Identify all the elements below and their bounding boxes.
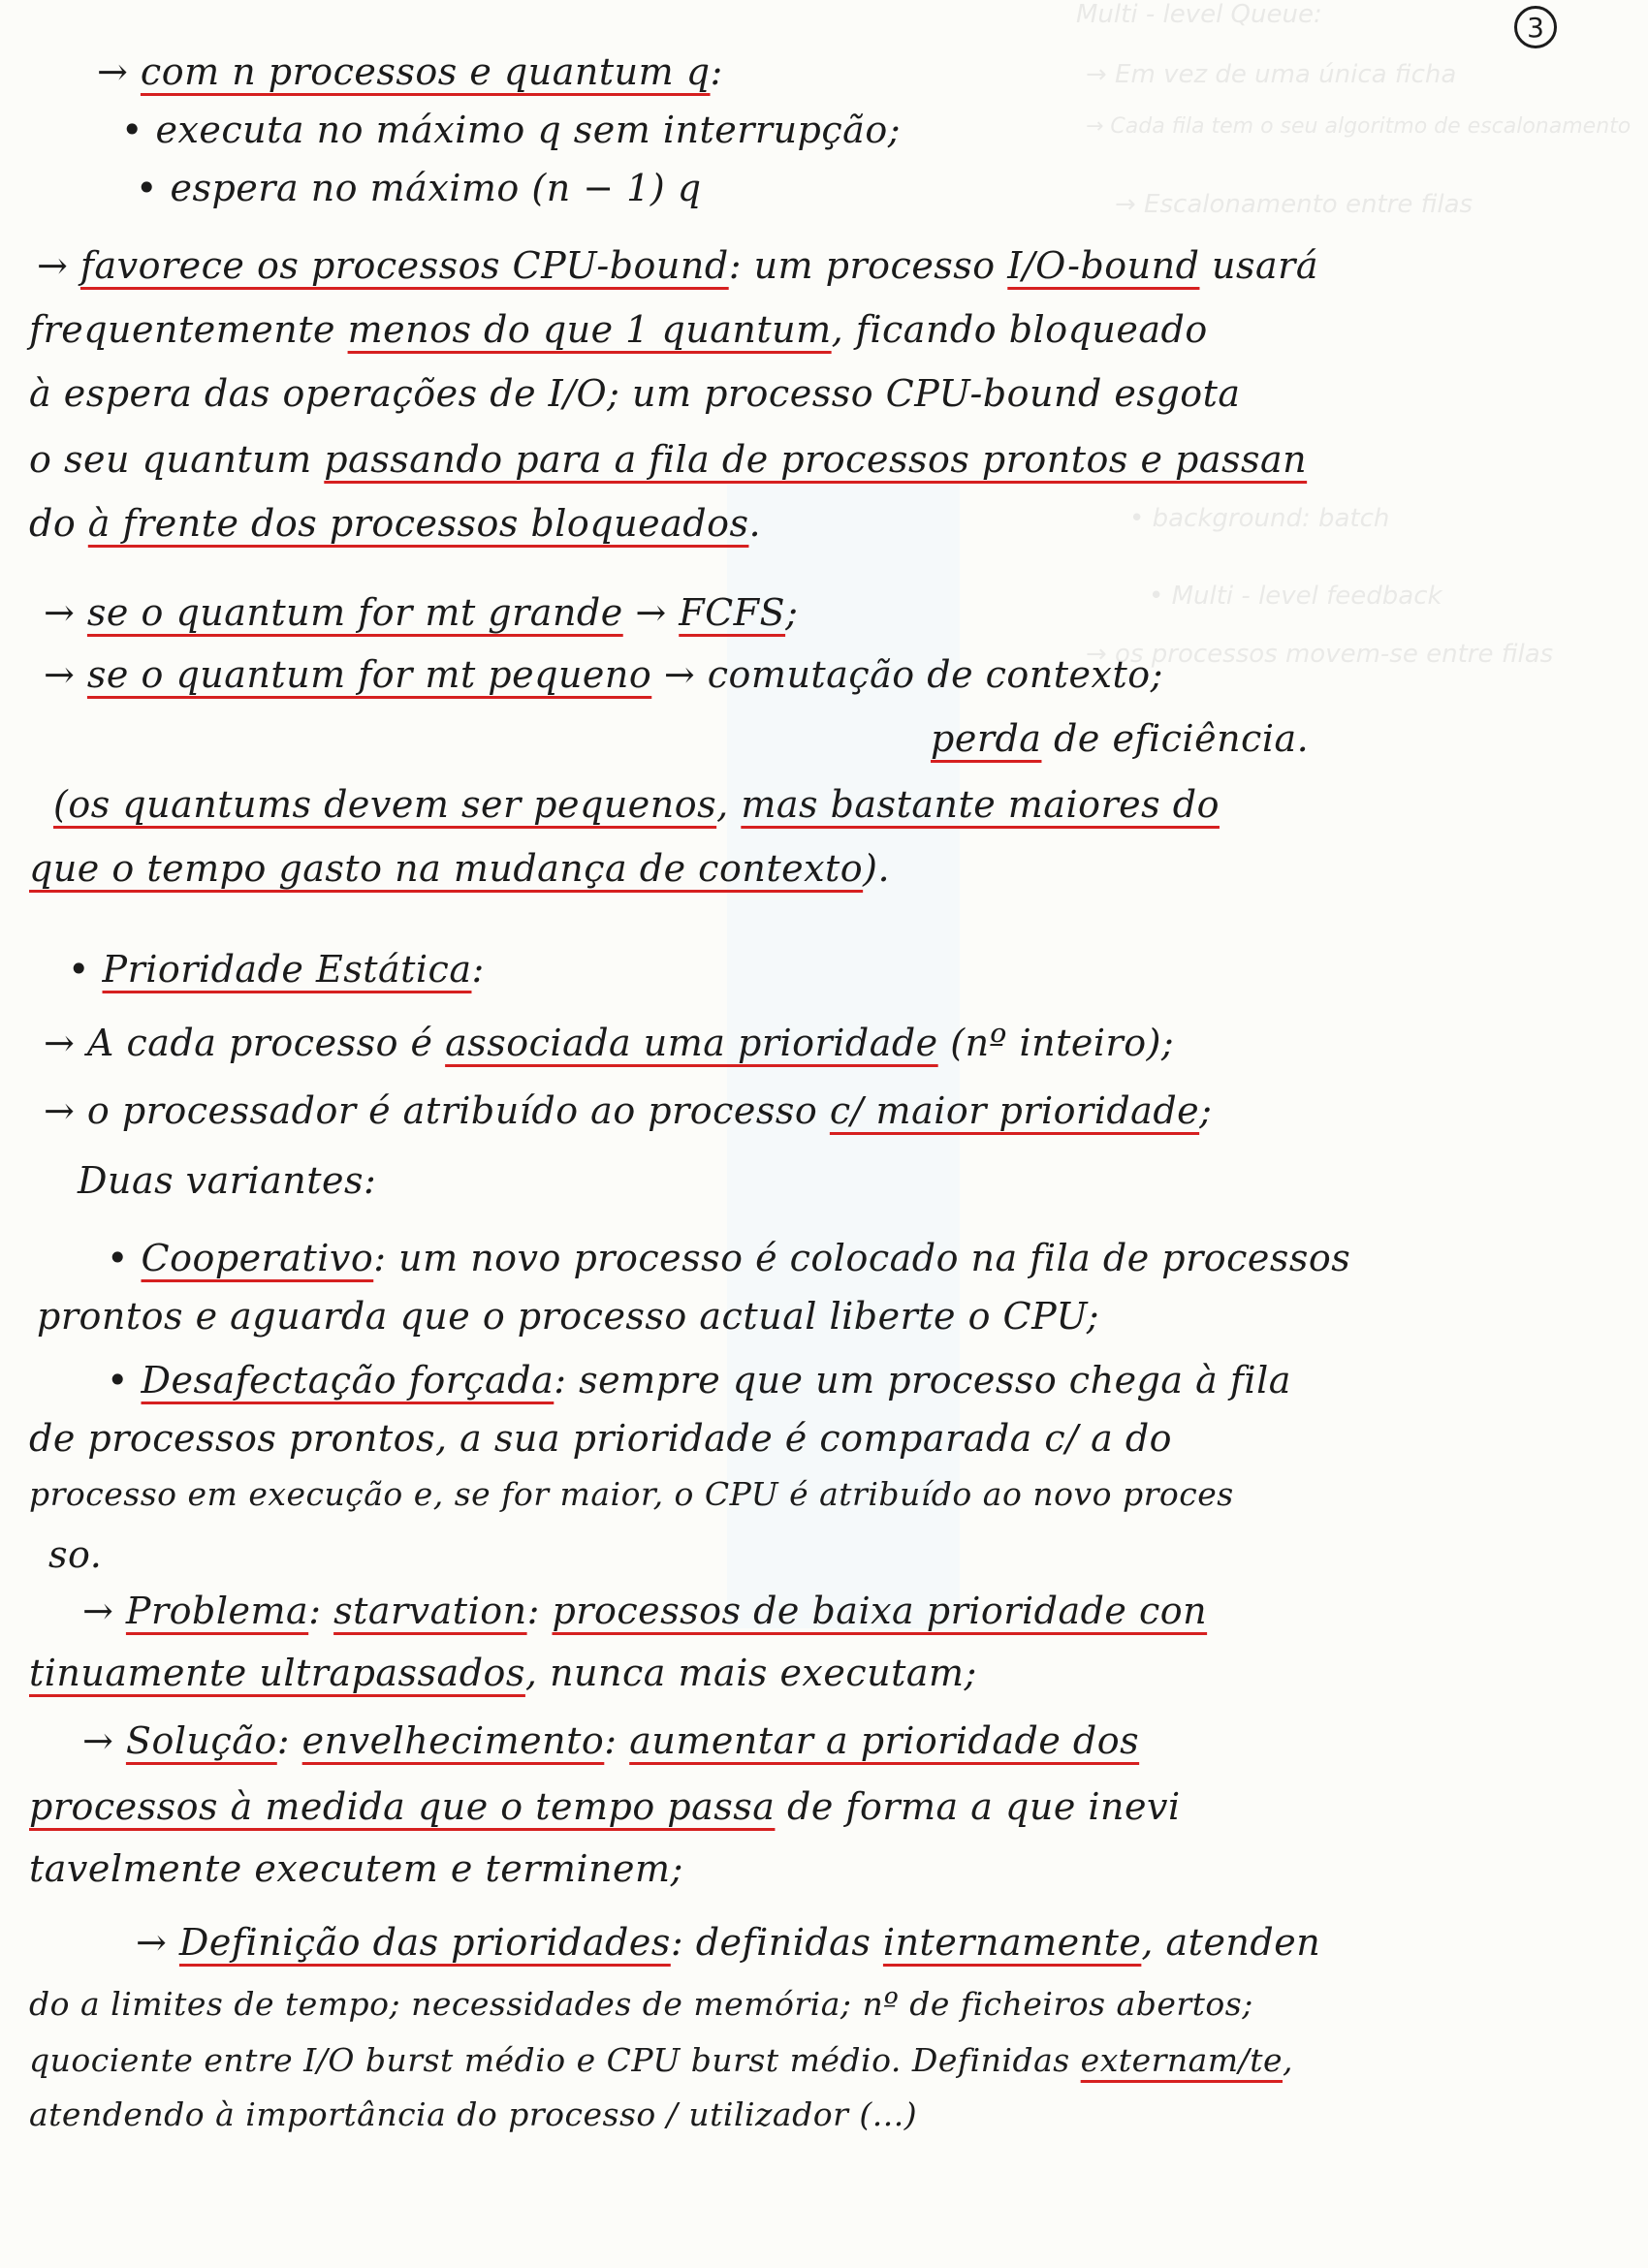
text-fragment: do a limites de tempo; necessidades de memória; nº de ficheiros abertos;: [29, 1985, 1253, 2023]
underlined-phrase: que o tempo gasto na mudança de contexto: [29, 847, 864, 890]
underlined-phrase: passando para a fila de processos prontos e passan: [324, 438, 1308, 481]
text-fragment: frequentemente: [29, 308, 348, 351]
underlined-phrase: favorece os processos CPU-bound: [79, 244, 729, 287]
note-line: [29, 1785, 1181, 1828]
underlined-phrase: aumentar a prioridade dos: [629, 1719, 1140, 1762]
note-line: [107, 1237, 1350, 1279]
note-line: [44, 1022, 1174, 1064]
underlined-phrase: com n processos e quantum q: [140, 50, 711, 93]
text-fragment: → o processador é atribuído ao processo: [44, 1089, 830, 1132]
underlined-phrase: à frente dos processos bloqueados: [87, 502, 749, 545]
note-line: [29, 1985, 1253, 2023]
text-fragment: prontos e aguarda que o processo actual liberte o CPU;: [37, 1295, 1099, 1338]
text-fragment: (nº inteiro);: [937, 1022, 1175, 1064]
text-fragment: tavelmente executem e terminem;: [29, 1847, 683, 1890]
ghost-line: → Em vez de uma única ficha: [1086, 60, 1457, 89]
underlined-phrase: (os quantums devem ser pequenos: [53, 783, 717, 826]
note-line: [136, 1921, 1320, 1964]
underlined-phrase: Problema: [125, 1590, 309, 1632]
note-line: [82, 1590, 1207, 1632]
text-fragment: processo em execução e, se for maior, o CPU é atribuído ao novo proces: [29, 1475, 1234, 1513]
note-line: [931, 717, 1309, 760]
note-line: [29, 1652, 977, 1694]
note-line: [121, 109, 901, 151]
underlined-phrase: Cooperativo: [141, 1237, 374, 1279]
underlined-phrase: externam/te: [1080, 2041, 1284, 2079]
underlined-phrase: Solução: [125, 1719, 277, 1762]
note-line: [44, 591, 798, 634]
underlined-phrase: processos de baixa prioridade con: [552, 1590, 1208, 1632]
text-fragment: so.: [48, 1533, 103, 1576]
note-line: [107, 1359, 1291, 1402]
note-line: [44, 653, 1163, 696]
note-line: [53, 783, 1220, 826]
text-fragment: de eficiência.: [1041, 717, 1310, 760]
note-line: [29, 1475, 1234, 1513]
text-fragment: :: [471, 948, 485, 991]
text-fragment: usará: [1199, 244, 1318, 287]
ghost-line: • background: batch: [1129, 504, 1390, 533]
note-line: [29, 438, 1307, 481]
note-line: [68, 948, 485, 991]
text-fragment: ;: [785, 591, 799, 634]
text-fragment: ;: [1199, 1089, 1213, 1132]
note-line: [78, 1159, 376, 1202]
note-line: [37, 244, 1318, 287]
note-line: [82, 1719, 1139, 1762]
text-fragment: , nunca mais executam;: [524, 1652, 977, 1694]
text-fragment: do: [29, 502, 88, 545]
underlined-phrase: c/ maior prioridade: [829, 1089, 1200, 1132]
text-fragment: ).: [863, 847, 891, 890]
ghost-line: → Escalonamento entre filas: [1115, 190, 1474, 219]
text-fragment: : sempre que um processo chega à fila: [554, 1359, 1291, 1402]
text-fragment: ,: [716, 783, 742, 826]
underlined-phrase: processos à medida que o tempo passa: [29, 1785, 776, 1828]
underlined-phrase: I/O-bound: [1007, 244, 1200, 287]
note-line: [29, 372, 1241, 415]
underlined-phrase: Desafectação forçada: [141, 1359, 555, 1402]
underlined-phrase: starvation: [333, 1590, 527, 1632]
text-fragment: Duas variantes:: [78, 1159, 377, 1202]
underlined-phrase: associada uma prioridade: [445, 1022, 938, 1064]
text-fragment: o seu quantum: [29, 438, 325, 481]
text-fragment: :: [710, 50, 723, 93]
ghost-line: → Cada fila tem o seu algoritmo de escalonamento: [1086, 114, 1632, 139]
text-fragment: →: [82, 1590, 126, 1632]
note-line: [29, 847, 890, 890]
text-fragment: ,: [1283, 2041, 1294, 2079]
note-line: [29, 308, 1208, 351]
underlined-phrase: internamente: [882, 1921, 1142, 1964]
ghost-line: → os processos movem-se entre filas: [1086, 640, 1554, 669]
note-line: [37, 1295, 1099, 1338]
note-line: [29, 2041, 1293, 2079]
underlined-phrase: envelhecimento: [301, 1719, 605, 1762]
underlined-phrase: Definição das prioridades: [178, 1921, 671, 1964]
text-fragment: •: [107, 1237, 142, 1279]
underlined-phrase: se o quantum for mt grande: [86, 591, 623, 634]
note-line: [44, 1089, 1212, 1132]
text-fragment: →: [82, 1719, 126, 1762]
note-line: [136, 167, 702, 209]
text-fragment: :: [526, 1590, 553, 1632]
text-fragment: • executa no máximo q sem interrupção;: [121, 109, 901, 151]
text-fragment: , atenden: [1141, 1921, 1321, 1964]
text-fragment: • espera no máximo (n − 1) q: [136, 167, 702, 209]
ghost-line: • Multi - level feedback: [1149, 582, 1442, 611]
text-fragment: →: [37, 244, 80, 287]
text-fragment: de processos prontos, a sua prioridade é comparada c/ a do: [29, 1417, 1173, 1460]
note-line: [29, 2095, 917, 2133]
underlined-phrase: FCFS: [679, 591, 786, 634]
text-fragment: quociente entre I/O burst médio e CPU burst médio. Definidas: [29, 2041, 1081, 2079]
ghost-line: Multi - level Queue:: [1076, 0, 1322, 29]
underlined-phrase: mas bastante maiores do: [741, 783, 1220, 826]
text-fragment: •: [107, 1359, 142, 1402]
text-fragment: :: [276, 1719, 302, 1762]
note-line: [29, 1417, 1172, 1460]
text-fragment: •: [68, 948, 103, 991]
text-fragment: : um novo processo é colocado na fila de processos: [373, 1237, 1351, 1279]
note-line: [97, 50, 723, 93]
text-fragment: →: [622, 591, 680, 634]
text-fragment: →: [44, 653, 87, 696]
text-fragment: →: [97, 50, 141, 93]
text-fragment: : definidas: [670, 1921, 883, 1964]
text-fragment: , ficando bloqueado: [831, 308, 1208, 351]
text-fragment: → comutação de contexto;: [651, 653, 1163, 696]
text-fragment: → A cada processo é: [44, 1022, 446, 1064]
text-fragment: .: [748, 502, 762, 545]
note-line: [29, 502, 761, 545]
underlined-phrase: Prioridade Estática: [102, 948, 472, 991]
text-fragment: à espera das operações de I/O; um processo CPU-bound esgota: [29, 372, 1241, 415]
underlined-phrase: menos do que 1 quantum: [347, 308, 832, 351]
underlined-phrase: tinuamente ultrapassados: [29, 1652, 525, 1694]
page-number: 3: [1514, 6, 1557, 48]
text-fragment: de forma a que inevi: [775, 1785, 1181, 1828]
text-fragment: →: [44, 591, 87, 634]
text-fragment: :: [604, 1719, 630, 1762]
underlined-phrase: perda: [931, 717, 1042, 760]
text-fragment: : um processo: [728, 244, 1008, 287]
underlined-phrase: se o quantum for mt pequeno: [86, 653, 652, 696]
text-fragment: →: [136, 1921, 179, 1964]
note-line: [29, 1847, 683, 1890]
text-fragment: atendendo à importância do processo / utilizador (...): [29, 2095, 918, 2133]
note-line: [48, 1533, 102, 1576]
text-fragment: :: [308, 1590, 334, 1632]
